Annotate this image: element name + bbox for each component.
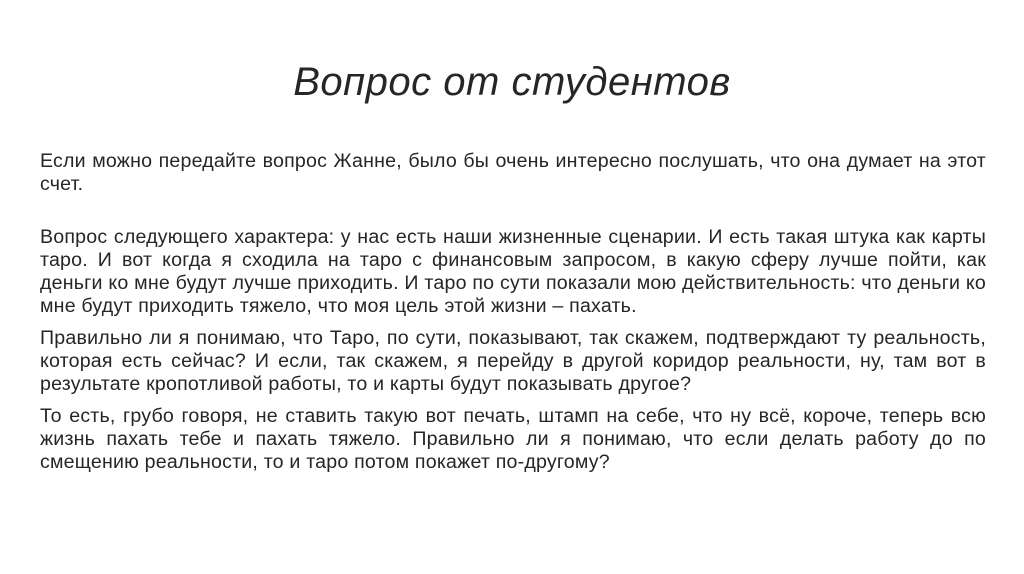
slide-body [40,150,986,474]
slide-title: Вопрос от студентов [293,60,731,104]
paragraph-question-conclusion: То есть, грубо говоря, не ставить такую вот печать, штамп на себе, что ну всё, короче, теперь всю жизнь пахать тебе и пахать тяжело. Правильно ли я понимаю, что если делать работу до по смещению реальности, то и таро потом покажет по-другому? [40,405,986,473]
paragraph-question-reality: Правильно ли я понимаю, что Таро, по сути, показывают, так скажем, подтверждают ту реальность, которая есть сейчас? И если, так скажем, я перейду в другой коридор реальности, ну, там вот в результате кропотливой работы, то и карты будут показывать другое? [40,327,986,395]
paragraph-question-context: Вопрос следующего характера: у нас есть наши жизненные сценарии. И есть такая штука как карты таро. И вот когда я сходила на таро с финансовым запросом, в какую сферу лучше пойти, как деньги ко мне будут лучше приходить. И таро по сути показали мою действительность: что деньги ко мне будут приходить тяжело, что моя цель этой жизни – пахать. [40,226,986,317]
paragraph-request: Если можно передайте вопрос Жанне, было бы очень интересно послушать, что она думает на этот счет. [40,150,986,195]
